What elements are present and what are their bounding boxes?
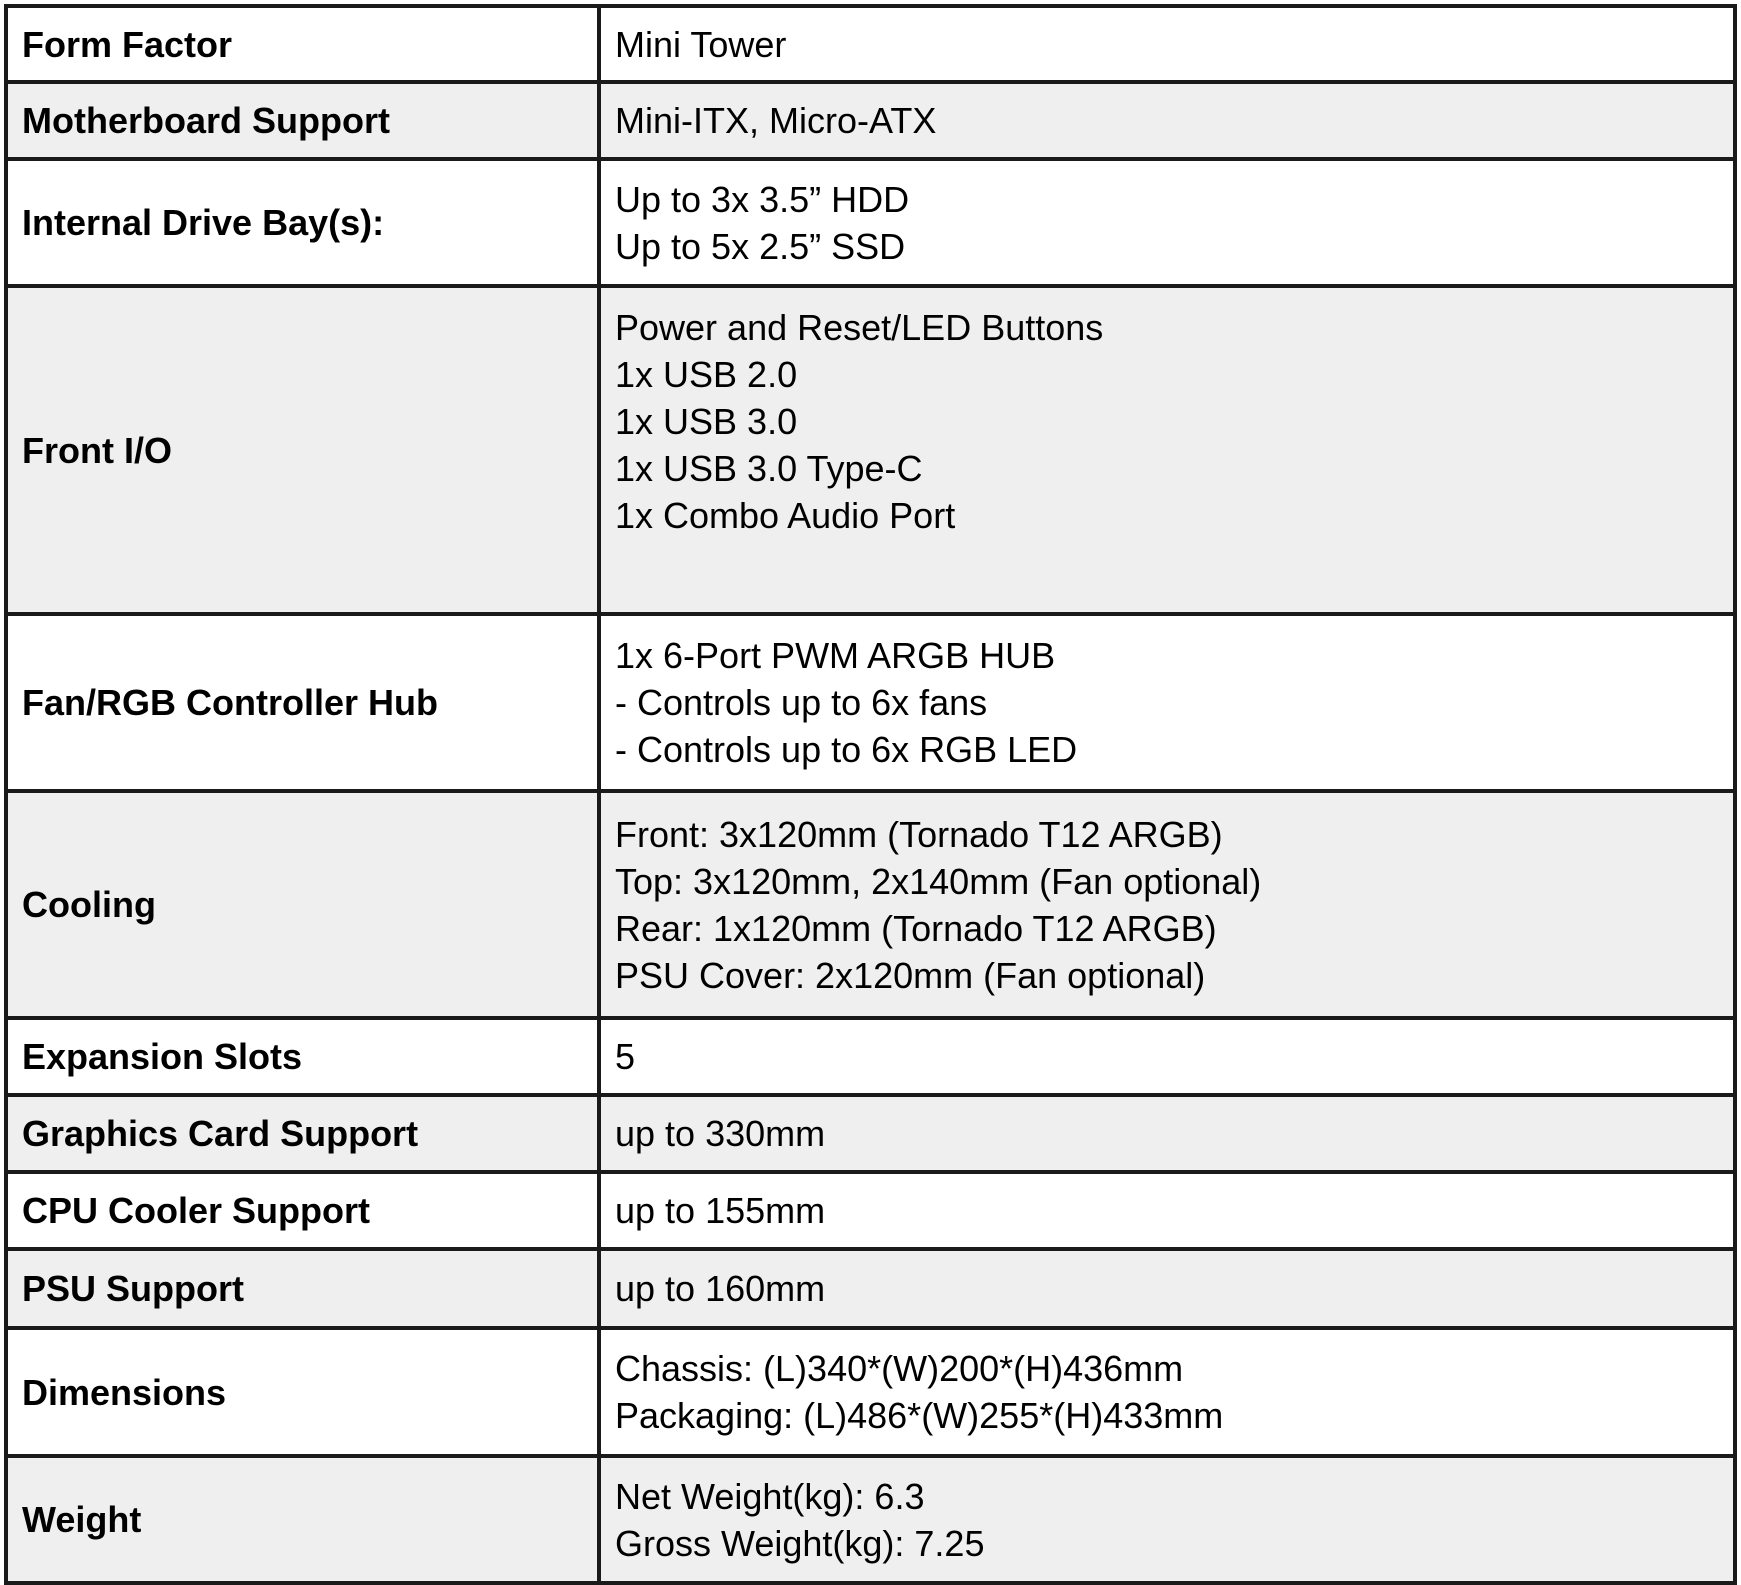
spec-value-line: Up to 5x 2.5” SSD [615, 225, 906, 267]
spec-value [599, 791, 1735, 1018]
spec-label: Internal Drive Bay(s): [6, 159, 599, 286]
spec-value [599, 1328, 1735, 1456]
spec-label: Expansion Slots [6, 1018, 599, 1095]
spec-label: Fan/RGB Controller Hub [6, 614, 599, 791]
spec-value-line: Mini-ITX, Micro-ATX [615, 100, 937, 141]
spec-value [599, 6, 1735, 82]
table-row [6, 614, 1735, 791]
spec-value-line: - Controls up to 6x fans [615, 682, 988, 723]
spec-label: Graphics Card Support [6, 1095, 599, 1172]
spec-value-line: - Controls up to 6x RGB LED [615, 729, 1078, 770]
spec-label: PSU Support [6, 1249, 599, 1328]
spec-label: Front I/O [6, 286, 599, 614]
table-row [6, 82, 1735, 159]
spec-value-line: 1x Combo Audio Port [615, 495, 956, 536]
table-row [6, 286, 1735, 614]
spec-value-line: Up to 3x 3.5” HDD [615, 178, 910, 220]
table-row [6, 6, 1735, 82]
spec-value-line: PSU Cover: 2x120mm (Fan optional) [615, 954, 1206, 996]
spec-value [599, 614, 1735, 791]
spec-value [599, 1018, 1735, 1095]
spec-label: Dimensions [6, 1328, 599, 1456]
spec-value [599, 1456, 1735, 1583]
spec-value-line: Chassis: (L)340*(W)200*(H)436mm [615, 1348, 1184, 1389]
spec-value-line: 1x 6-Port PWM ARGB HUB [615, 635, 1056, 676]
table-row [6, 1328, 1735, 1456]
spec-value-line: up to 160mm [615, 1268, 826, 1309]
spec-table [4, 4, 1737, 1585]
spec-value-line: 1x USB 3.0 [615, 401, 798, 442]
spec-value-line: Rear: 1x120mm (Tornado T12 ARGB) [615, 907, 1217, 949]
spec-value-line: up to 155mm [615, 1190, 826, 1231]
spec-label: Cooling [6, 791, 599, 1018]
spec-value [599, 1249, 1735, 1328]
spec-value-line: up to 330mm [615, 1113, 826, 1154]
spec-value-line: Gross Weight(kg): 7.25 [615, 1522, 985, 1564]
spec-value [599, 159, 1735, 286]
spec-value-line: Front: 3x120mm (Tornado T12 ARGB) [615, 813, 1223, 855]
table-row [6, 1456, 1735, 1583]
spec-value-line: Mini Tower [615, 23, 787, 65]
spec-value [599, 1172, 1735, 1249]
spec-value-line: Power and Reset/LED Buttons [615, 307, 1104, 348]
spec-value-line: 1x USB 3.0 Type-C [615, 448, 923, 489]
spec-label: Motherboard Support [6, 82, 599, 159]
table-row [6, 1249, 1735, 1328]
spec-value-line: Packaging: (L)486*(W)255*(H)433mm [615, 1395, 1224, 1436]
table-row [6, 1018, 1735, 1095]
spec-label: Weight [6, 1456, 599, 1583]
spec-value [599, 82, 1735, 159]
table-row [6, 791, 1735, 1018]
spec-value-line: Top: 3x120mm, 2x140mm (Fan optional) [615, 860, 1262, 902]
spec-value-line: 5 [615, 1036, 636, 1077]
table-row [6, 1095, 1735, 1172]
spec-label: CPU Cooler Support [6, 1172, 599, 1249]
spec-value-line: 1x USB 2.0 [615, 354, 798, 395]
spec-value [599, 1095, 1735, 1172]
spec-value [599, 286, 1735, 614]
table-row [6, 159, 1735, 286]
spec-label: Form Factor [6, 6, 599, 82]
spec-value-line: Net Weight(kg): 6.3 [615, 1475, 925, 1517]
table-row [6, 1172, 1735, 1249]
